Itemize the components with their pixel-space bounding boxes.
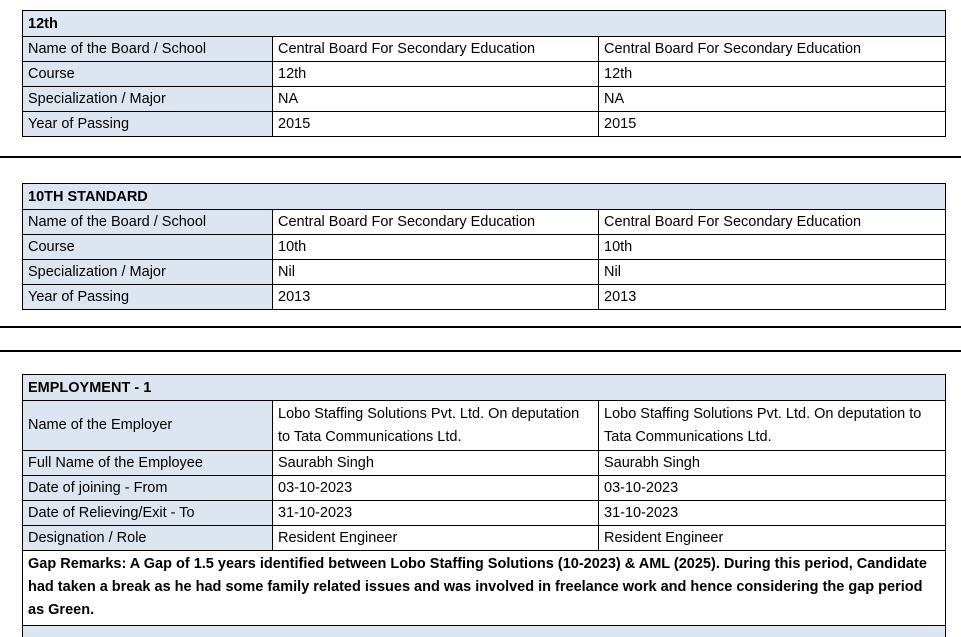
- table-row: [23, 11, 946, 37]
- table-row: [23, 526, 946, 551]
- row-value-1: Resident Engineer: [273, 526, 599, 551]
- row-label: Course: [23, 235, 273, 260]
- row-label: Year of Passing: [23, 112, 273, 137]
- table-row: [23, 451, 946, 476]
- row-value-1: 31-10-2023: [273, 501, 599, 526]
- row-value-1: 2013: [273, 285, 599, 310]
- section-divider: [0, 156, 961, 158]
- section-divider: [0, 350, 961, 352]
- table-row: [23, 501, 946, 526]
- table-row: [23, 210, 946, 235]
- table-12th: [22, 10, 946, 137]
- table-row: [23, 235, 946, 260]
- table-row: [23, 37, 946, 62]
- table-row: [23, 551, 946, 626]
- row-value-2: 2013: [599, 285, 946, 310]
- table-row: [23, 285, 946, 310]
- row-value-1: 2015: [273, 112, 599, 137]
- filler-cell: [23, 626, 946, 637]
- gap-remarks: Gap Remarks: A Gap of 1.5 years identified between Lobo Staffing Solutions (10-2023) & AML (2025). During this period, Candidate had taken a break as he had some family related issues and was involved in freelance work and hence considering the gap period as Green.: [23, 551, 946, 626]
- row-value-1: Saurabh Singh: [273, 451, 599, 476]
- row-value-1: Central Board For Secondary Education: [273, 210, 599, 235]
- row-value-1: NA: [273, 87, 599, 112]
- row-label: Specialization / Major: [23, 260, 273, 285]
- row-value-2: Saurabh Singh: [599, 451, 946, 476]
- table-title: 12th: [23, 11, 946, 37]
- row-label: Date of joining - From: [23, 476, 273, 501]
- row-value-2: Lobo Staffing Solutions Pvt. Ltd. On deputation to Tata Communications Ltd.: [599, 401, 946, 451]
- table-row: [23, 87, 946, 112]
- row-value-1: 10th: [273, 235, 599, 260]
- row-value-2: 03-10-2023: [599, 476, 946, 501]
- table-title: 10TH STANDARD: [23, 184, 946, 210]
- row-value-2: Nil: [599, 260, 946, 285]
- table-row: [23, 401, 946, 451]
- row-value-1: Lobo Staffing Solutions Pvt. Ltd. On deputation to Tata Communications Ltd.: [273, 401, 599, 451]
- table-row: [23, 375, 946, 401]
- row-value-1: Central Board For Secondary Education: [273, 37, 599, 62]
- row-value-2: 10th: [599, 235, 946, 260]
- table-row: [23, 476, 946, 501]
- row-value-1: 12th: [273, 62, 599, 87]
- row-label: Name of the Board / School: [23, 210, 273, 235]
- table-row: [23, 112, 946, 137]
- table-row: [23, 184, 946, 210]
- row-value-2: NA: [599, 87, 946, 112]
- row-value-2: Resident Engineer: [599, 526, 946, 551]
- row-value-1: Nil: [273, 260, 599, 285]
- row-label: Name of the Board / School: [23, 37, 273, 62]
- table-title: EMPLOYMENT - 1: [23, 375, 946, 401]
- row-label: Year of Passing: [23, 285, 273, 310]
- row-value-2: Central Board For Secondary Education: [599, 210, 946, 235]
- row-label: Date of Relieving/Exit - To: [23, 501, 273, 526]
- table-row: [23, 62, 946, 87]
- row-value-2: 31-10-2023: [599, 501, 946, 526]
- row-label: Full Name of the Employee: [23, 451, 273, 476]
- row-value-2: 2015: [599, 112, 946, 137]
- row-value-2: Central Board For Secondary Education: [599, 37, 946, 62]
- table-row: [23, 626, 946, 637]
- row-label: Designation / Role: [23, 526, 273, 551]
- section-divider: [0, 326, 961, 328]
- row-label: Course: [23, 62, 273, 87]
- row-label: Name of the Employer: [23, 401, 273, 451]
- table-10th-standard: [22, 183, 946, 310]
- table-row: [23, 260, 946, 285]
- table-employment-1: [22, 374, 946, 637]
- row-value-2: 12th: [599, 62, 946, 87]
- row-value-1: 03-10-2023: [273, 476, 599, 501]
- row-label: Specialization / Major: [23, 87, 273, 112]
